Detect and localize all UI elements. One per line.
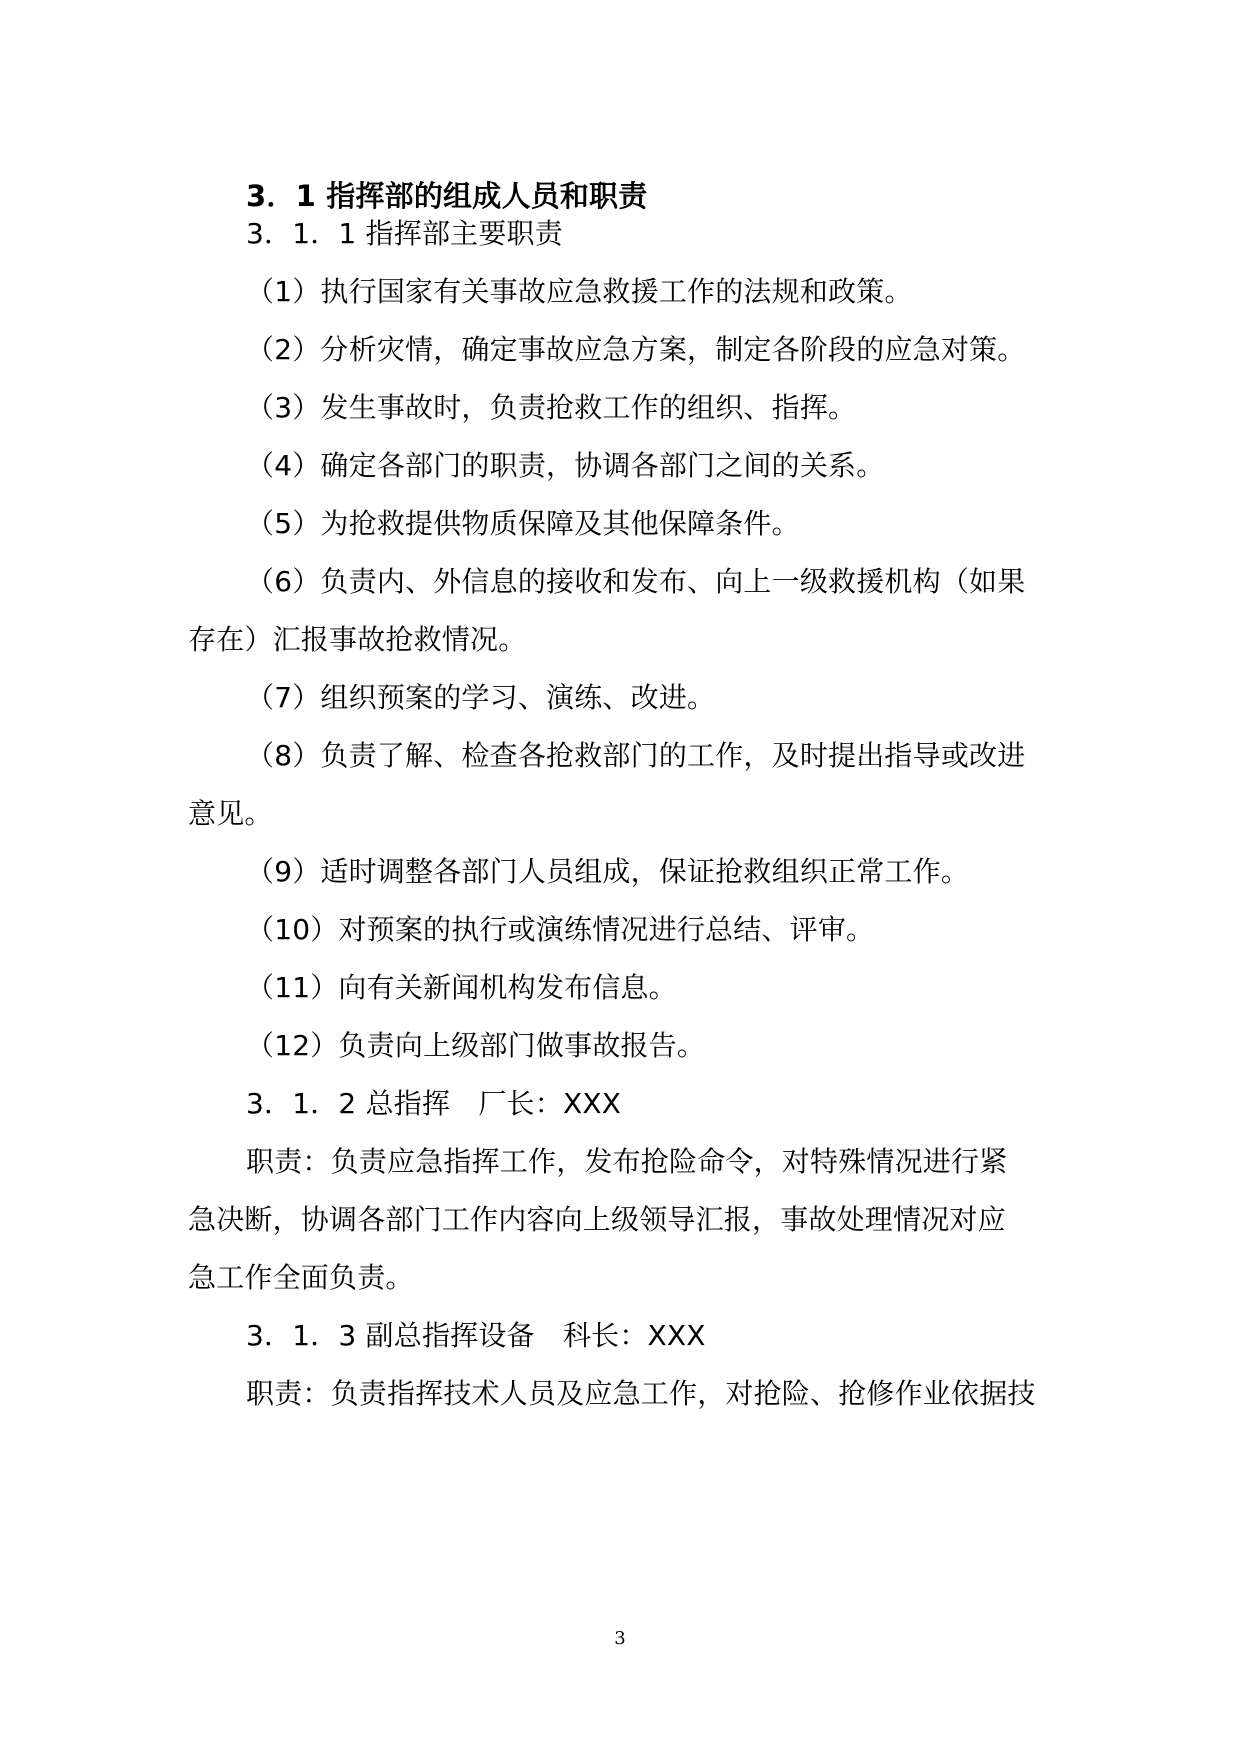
list-item-continuation: 存在）汇报事故抢救情况。 xyxy=(188,623,527,656)
subsection-title: 3．1．3 副总指挥设备 科长：XXX xyxy=(246,1319,706,1352)
list-item: （11）向有关新闻机构发布信息。 xyxy=(246,971,677,1004)
list-item: （6）负责内、外信息的接收和发布、向上一级救援机构（如果 xyxy=(246,565,1026,598)
list-item: （8）负责了解、检查各抢救部门的工作，及时提出指导或改进 xyxy=(246,739,1026,772)
list-item: （3）发生事故时，负责抢救工作的组织、指挥。 xyxy=(246,391,857,424)
subsection-title: 3．1．1 指挥部主要职责 xyxy=(246,217,563,250)
page-number: 3 xyxy=(614,1628,626,1649)
list-item: （2）分析灾情，确定事故应急方案，制定各阶段的应急对策。 xyxy=(246,333,1026,366)
list-item: （10）对预案的执行或演练情况进行总结、评审。 xyxy=(246,913,875,946)
list-item: （7）组织预案的学习、演练、改进。 xyxy=(246,681,716,714)
paragraph-line: 急决断，协调各部门工作内容向上级领导汇报，事故处理情况对应 xyxy=(188,1203,1006,1236)
paragraph-line: 职责：负责指挥技术人员及应急工作，对抢险、抢修作业依据技 xyxy=(246,1377,1036,1410)
list-item: （4）确定各部门的职责，协调各部门之间的关系。 xyxy=(246,449,885,482)
section-heading: 3．1 指挥部的组成人员和职责 xyxy=(246,179,648,213)
list-item: （5）为抢救提供物质保障及其他保障条件。 xyxy=(246,507,800,540)
paragraph-line: 职责：负责应急指挥工作，发布抢险命令，对特殊情况进行紧 xyxy=(246,1145,1008,1178)
list-item-continuation: 意见。 xyxy=(188,797,273,830)
list-item: （9）适时调整各部门人员组成，保证抢救组织正常工作。 xyxy=(246,855,970,888)
paragraph-line: 急工作全面负责。 xyxy=(188,1261,414,1294)
list-item: （1）执行国家有关事故应急救援工作的法规和政策。 xyxy=(246,275,913,308)
subsection-title: 3．1．2 总指挥 厂长：XXX xyxy=(246,1087,622,1120)
list-item: （12）负责向上级部门做事故报告。 xyxy=(246,1029,706,1062)
